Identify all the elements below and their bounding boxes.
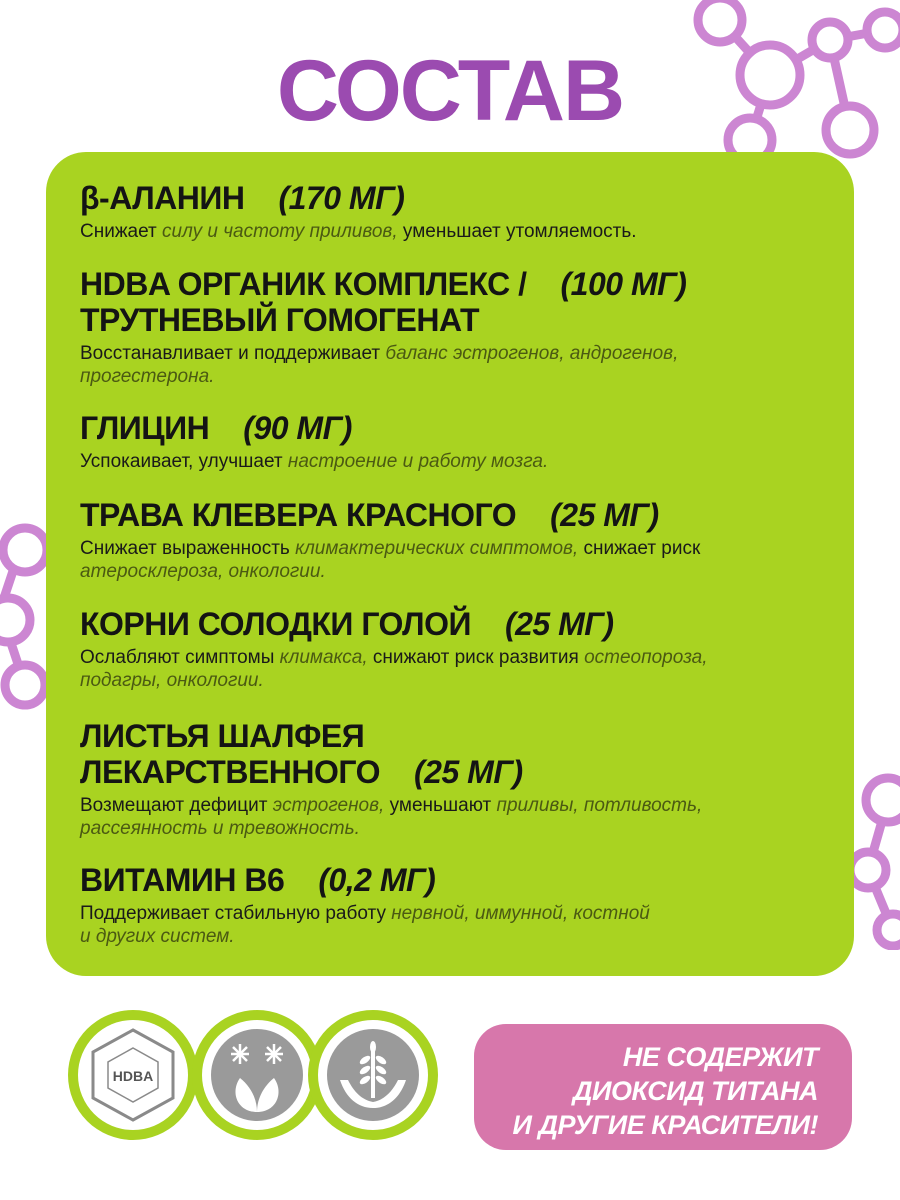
hdba-badge bbox=[68, 1010, 198, 1140]
description-highlight: и других систем. bbox=[80, 926, 235, 947]
no-dyes-notice bbox=[474, 1024, 852, 1150]
ingredient-item bbox=[80, 410, 800, 473]
description-text: уменьшают bbox=[384, 795, 497, 816]
ingredient-amount: (25 МГ) bbox=[550, 497, 659, 533]
ingredient-amount: (100 МГ) bbox=[560, 266, 687, 302]
ingredient-description bbox=[80, 794, 800, 840]
ingredient-item bbox=[80, 266, 800, 388]
ingredient-heading bbox=[80, 410, 800, 446]
ingredient-item bbox=[80, 718, 800, 840]
description-text: Снижает bbox=[80, 221, 163, 242]
description-highlight: прогестерона. bbox=[80, 366, 215, 387]
description-text: Снижает выраженность bbox=[80, 538, 296, 559]
description-highlight: атеросклероза, онкологии. bbox=[80, 561, 326, 582]
ingredient-name-line2: ТРУТНЕВЫЙ ГОМОГЕНАТ bbox=[80, 302, 480, 338]
description-highlight: рассеянность и тревожность. bbox=[80, 818, 360, 839]
ingredient-amount: (0,2 МГ) bbox=[318, 862, 436, 898]
notice-line: И ДРУГИЕ КРАСИТЕЛИ! bbox=[512, 1110, 818, 1140]
ingredient-amount: (170 МГ) bbox=[278, 180, 405, 216]
description-text: уменьшает утомляемость. bbox=[397, 221, 637, 242]
no-sugar-badge bbox=[192, 1010, 322, 1140]
notice-line: ДИОКСИД ТИТАНА bbox=[573, 1076, 818, 1106]
description-highlight: нервной, иммунной, костной bbox=[391, 903, 650, 924]
ingredient-name: β-АЛАНИН bbox=[80, 180, 245, 216]
description-highlight: климактерических симптомов, bbox=[295, 538, 579, 559]
molecule-decoration-right-icon bbox=[848, 760, 900, 950]
natural-badge bbox=[308, 1010, 438, 1140]
description-text: снижает риск bbox=[578, 538, 701, 559]
ingredient-item bbox=[80, 497, 800, 583]
ingredient-name: HDBA ОРГАНИК КОМПЛЕКС / bbox=[80, 266, 527, 302]
ingredient-description bbox=[80, 902, 800, 948]
ingredient-description bbox=[80, 646, 800, 692]
ingredient-heading bbox=[80, 862, 800, 898]
ingredient-heading bbox=[80, 606, 800, 642]
ingredient-name: ТРАВА КЛЕВЕРА КРАСНОГО bbox=[80, 497, 517, 533]
snowflake-leaf-icon bbox=[202, 1020, 312, 1130]
ingredient-name-line2: ЛЕКАРСТВЕННОГО bbox=[80, 754, 381, 790]
description-highlight: подагры, онкологии. bbox=[80, 670, 264, 691]
ingredient-name: ГЛИЦИН bbox=[80, 410, 210, 446]
description-highlight: эстрогенов, bbox=[272, 795, 385, 816]
ingredient-heading bbox=[80, 180, 800, 216]
ingredient-amount: (25 МГ) bbox=[414, 754, 523, 790]
description-text: Возмещают дефицит bbox=[80, 795, 273, 816]
ingredient-heading bbox=[80, 718, 800, 790]
description-text: Успокаивает, улучшает bbox=[80, 451, 288, 472]
hdba-badge-icon bbox=[78, 1020, 188, 1130]
ingredient-item bbox=[80, 862, 800, 948]
ingredient-item bbox=[80, 606, 800, 692]
ingredient-item bbox=[80, 180, 800, 243]
description-text: снижают риск развития bbox=[367, 647, 585, 668]
hdba-label: HDBA bbox=[112, 1068, 154, 1084]
ingredient-description bbox=[80, 537, 800, 583]
ingredient-name: ВИТАМИН В6 bbox=[80, 862, 285, 898]
page-title: СОСТАВ bbox=[276, 43, 624, 139]
description-highlight: климакса, bbox=[279, 647, 368, 668]
ingredient-amount: (90 МГ) bbox=[243, 410, 352, 446]
ingredient-amount: (25 МГ) bbox=[504, 606, 614, 642]
description-highlight: остеопороза, bbox=[584, 647, 708, 668]
notice-line: НЕ СОДЕРЖИТ bbox=[622, 1042, 818, 1072]
description-highlight: силу и частоту приливов, bbox=[162, 221, 398, 242]
ingredient-heading bbox=[80, 266, 800, 338]
description-highlight: приливы, потливость, bbox=[496, 795, 703, 816]
description-text: Ослабляют симптомы bbox=[80, 647, 280, 668]
hands-wheat-icon bbox=[318, 1020, 428, 1130]
ingredient-name: КОРНИ СОЛОДКИ ГОЛОЙ bbox=[80, 606, 471, 642]
ingredient-heading bbox=[80, 497, 800, 533]
description-highlight: настроение и работу мозга. bbox=[287, 451, 549, 472]
ingredient-description bbox=[80, 450, 800, 473]
description-highlight: баланс эстрогенов, андрогенов, bbox=[385, 343, 679, 364]
ingredient-description bbox=[80, 342, 800, 388]
description-text: Поддерживает стабильную работу bbox=[80, 903, 392, 924]
description-text: Восстанавливает и поддерживает bbox=[80, 343, 386, 364]
ingredient-description bbox=[80, 220, 800, 243]
ingredient-name: ЛИСТЬЯ ШАЛФЕЯ bbox=[80, 718, 365, 754]
